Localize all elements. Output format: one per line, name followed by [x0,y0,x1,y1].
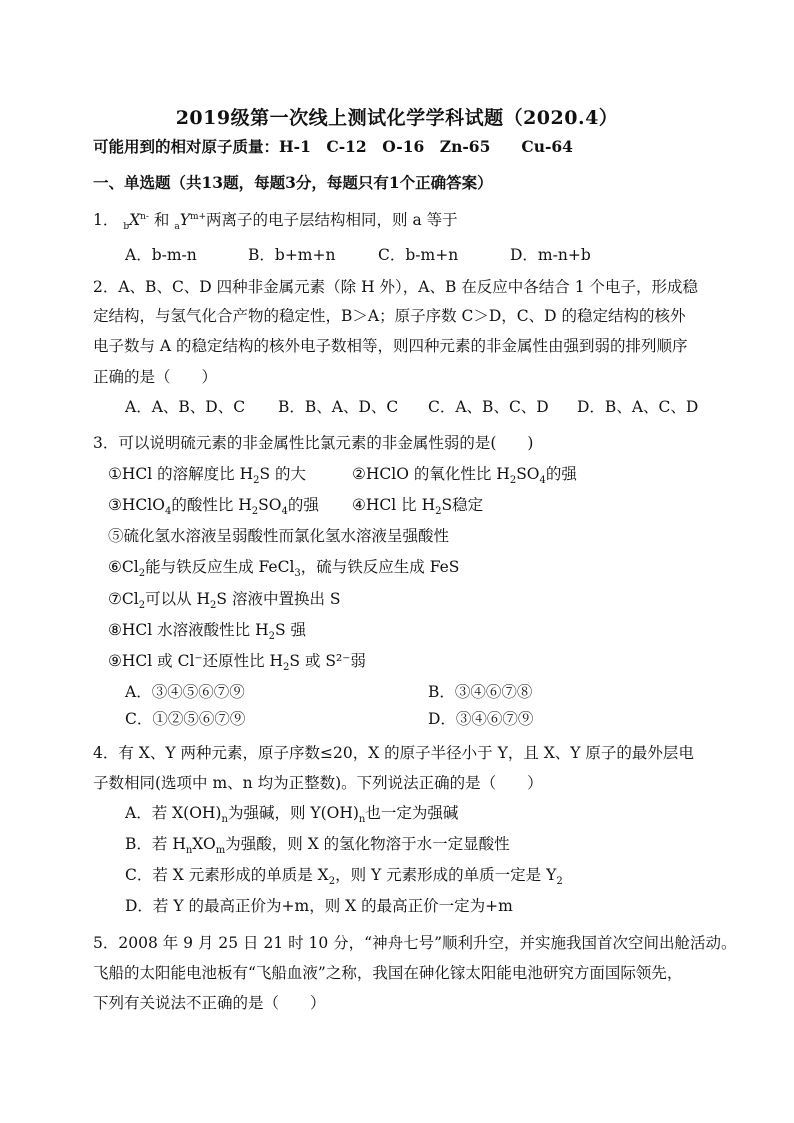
text: S稳定 [441,496,484,514]
q3-option-b: B．③④⑥⑦⑧ [428,683,533,701]
subscript: n [358,814,366,826]
text: ③HClO [108,496,165,514]
text: XO [192,835,216,853]
q4-option-c [125,864,563,893]
ion1-prefix: b [123,222,130,233]
subscript: 2 [556,876,563,888]
atomic-mass-line: 可能用到的相对原子质量：H-1 C-12 O-16 Zn-65 Cu-64 [93,137,573,156]
subscript: m [215,845,226,857]
q3-statement-8 [108,619,306,648]
q5-line-1: 5．2008 年 9 月 25 日 21 时 10 分，“神舟七号”顺利升空，并实施我国首次空间出舱活动。 [93,934,737,952]
q3-statement-2 [352,463,577,492]
q2-line-3: 电子数与 A 的稳定结构的核外电子数相等，则四种元素的非金属性由强到弱的排列顺序 [93,337,688,355]
question-1-tail: 两离子的电子层结构相同，则 a 等于 [206,211,458,230]
q1-option-c: C．b-m+n [378,246,459,264]
text: S 强 [274,621,307,639]
subscript: 2 [138,568,146,580]
subscript: 3 [294,568,301,580]
text: C．若 X 元素形成的单质是 X [125,866,329,884]
q2-line-4: 正确的是（ ） [93,368,218,386]
q4-option-a [125,802,458,831]
subscript: 2 [435,506,442,518]
text: S 或 S²⁻弱 [289,652,366,670]
q2-line-1: 2．A、B、C、D 四种非金属元素（除 H 外），A、B 在反应中各结合 1 个电子，形成稳 [93,278,699,296]
text: SO [516,465,540,483]
subscript: 2 [509,475,517,487]
subscript: 2 [251,506,259,518]
q2-option-b: B．B、A、D、C [278,398,399,416]
subscript: 2 [253,475,260,487]
text: S 溶液中置换出 S [216,590,341,608]
q3-statement-3 [108,494,319,523]
q2-option-c: C．A、B、C、D [428,398,549,416]
q1-option-d: D．m-n+b [510,246,591,264]
subscript: 4 [164,506,172,518]
text: 能与铁反应生成 FeCl [145,558,295,576]
q4-line-2: 子数相同(选项中 m、n 均为正整数)。下列说法正确的是（ ） [93,774,543,792]
q3-statement-5: ⑤硫化氢水溶液呈弱酸性而氯化氢水溶液呈强酸性 [108,527,450,545]
text: 的强 [287,496,319,514]
text: ④HCl 比 H [352,496,436,514]
text: ⑦Cl [108,590,139,608]
text: A．若 X(OH) [125,804,222,822]
text: 也一定为强碱 [365,804,459,822]
text: 的酸性比 H [171,496,252,514]
q3-statement-1 [108,463,306,492]
text: SO [258,496,282,514]
subscript: 2 [268,631,275,643]
q2-option-d: D．B、A、C、D [577,398,699,416]
q3-option-a: A．③④⑤⑥⑦⑨ [125,683,245,701]
q5-line-2: 飞船的太阳能电池板有“飞船血液”之称，我国在砷化镓太阳能电池研究方面国际领先， [93,964,683,982]
q5-line-3: 下列有关说法不正确的是（ ） [93,994,326,1012]
q4-option-d: D．若 Y 的最高正价为+m，则 X 的最高正价一定为+m [125,897,513,915]
ion-connector: 和 [153,211,170,230]
text: B．若 H [125,835,186,853]
q3-stem: 3．可以说明硫元素的非金属性比氯元素的非金属性弱的是( ) [93,434,534,452]
text: ⑨HCl 或 Cl⁻还原性比 H [108,652,284,670]
text: 为强酸，则 X 的氢化物溶于水一定显酸性 [225,835,510,853]
subscript: 4 [281,506,288,518]
q3-option-d: D．③④⑥⑦⑨ [428,710,534,728]
q1-option-b: B．b+m+n [248,246,336,264]
text: 为强碱，则 Y(OH) [227,804,359,822]
q3-statement-6 [108,556,459,585]
text: 可以从 H [145,590,211,608]
subscript: n [221,814,228,826]
text: ②HClO 的氧化性比 H [352,465,510,483]
subscript: 2 [138,600,146,612]
q4-line-1: 4．有 X、Y 两种元素，原子序数≤20，X 的原子半径小于 Y，且 X、Y 原子的最外层电 [93,744,694,762]
q3-option-c: C．①②⑤⑥⑦⑨ [125,710,246,728]
q4-option-b [125,833,510,862]
text: ①HCl 的溶解度比 H [108,465,254,483]
text: 的强 [545,465,577,483]
page-title: 2019级第一次线上测试化学学科试题（2020.4） [175,107,619,129]
q3-statement-7 [108,588,341,617]
q3-statement-4 [352,494,483,523]
text: ，硫与铁反应生成 FeS [300,558,460,576]
subscript: 2 [328,876,336,888]
subscript: n [185,845,193,857]
ion1-charge: n- [140,212,149,222]
ion1-symbol: X [129,211,141,230]
question-number: 1． [93,211,119,230]
q1-option-a: A．b-m-n [125,246,197,264]
subscript: 2 [210,600,217,612]
subscript: 2 [283,662,290,674]
q3-statement-9 [108,650,366,679]
question-1-stem [93,206,458,238]
q2-option-a: A．A、B、D、C [125,398,246,416]
text: ，则 Y 元素形成的单质一定是 Y [335,866,557,884]
ion2-symbol: Y [179,211,190,230]
ion2-charge: m+ [189,212,207,222]
section-heading: 一、单选题（共13题，每题3分，每题只有1个正确答案） [93,173,493,192]
subscript: 4 [539,475,546,487]
text: S 的大 [259,465,307,483]
q2-line-2: 定结构，与氢气化合产物的稳定性，B＞A；原子序数 C＞D，C、D 的稳定结构的核外 [93,307,686,325]
text: ⑧HCl 水溶液酸性比 H [108,621,269,639]
ion2-prefix: a [174,222,180,233]
text: ⑥Cl [108,558,139,576]
